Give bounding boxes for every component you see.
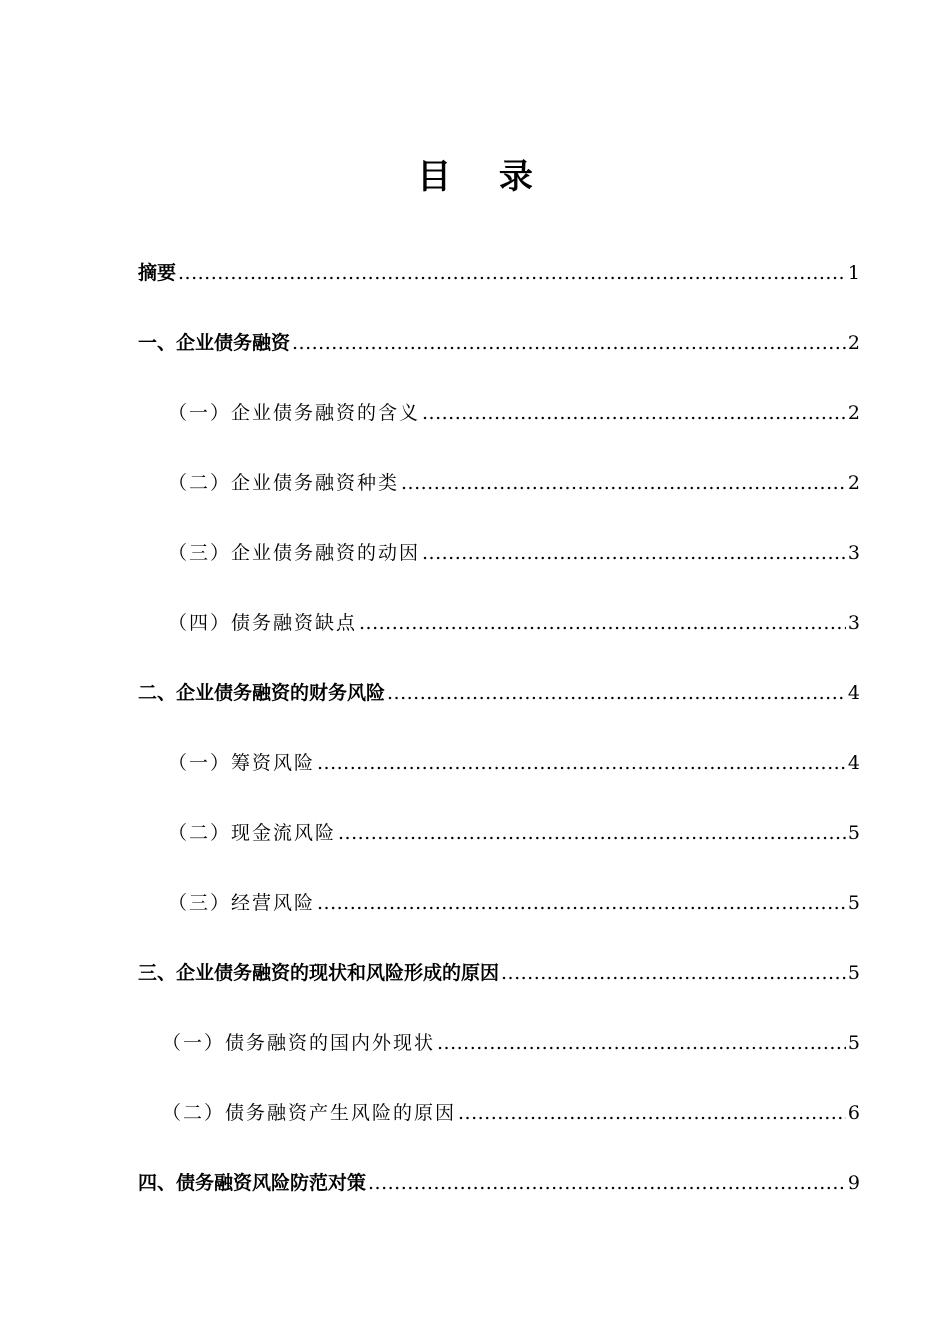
- toc-entry-chapter-4[interactable]: [138, 1148, 860, 1218]
- toc-leader-dots: [317, 750, 846, 776]
- toc-entry-label: 四、债务融资风险防范对策: [138, 1172, 367, 1194]
- toc-entry-label: （二）现金流风险: [168, 822, 337, 844]
- toc-entry-label: （二）企业债务融资种类: [168, 472, 400, 494]
- toc-leader-dots: [422, 400, 846, 426]
- toc-page-number: 5: [847, 1032, 860, 1054]
- toc-entry-section-1-1[interactable]: [138, 378, 860, 448]
- toc-entry-label: （二）债务融资产生风险的原因: [162, 1102, 457, 1124]
- page-title: 目 录: [417, 157, 551, 197]
- toc-entry-label: 一、企业债务融资: [138, 332, 291, 354]
- toc-page-number: 2: [847, 332, 860, 354]
- toc-page-number: 2: [847, 472, 860, 494]
- toc-entry-section-1-3[interactable]: [138, 518, 860, 588]
- toc-page-number: 5: [847, 822, 860, 844]
- toc-entry-label: 三、企业债务融资的现状和风险形成的原因: [138, 962, 500, 984]
- toc-page-number: 5: [847, 892, 860, 914]
- toc-entry-label: （一）企业债务融资的含义: [168, 402, 421, 424]
- toc-page-number: 9: [847, 1172, 860, 1194]
- toc-entry-section-3-1[interactable]: [138, 1008, 860, 1078]
- toc-entry-label: （一）筹资风险: [168, 752, 316, 774]
- toc-entry-label: （三）经营风险: [168, 892, 316, 914]
- toc-leader-dots: [359, 610, 846, 636]
- toc-leader-dots: [437, 1030, 846, 1056]
- toc-entry-section-2-3[interactable]: [138, 868, 860, 938]
- toc-entry-section-3-2[interactable]: [138, 1078, 860, 1148]
- toc-leader-dots: [422, 540, 846, 566]
- toc-entry-chapter-3[interactable]: [138, 938, 860, 1008]
- toc-entry-section-1-4[interactable]: [138, 588, 860, 658]
- toc-entry-chapter-1[interactable]: [138, 308, 860, 378]
- toc-page-number: 1: [847, 262, 860, 284]
- toc-entry-abstract[interactable]: [138, 238, 860, 308]
- toc-leader-dots: [387, 680, 846, 706]
- toc-entry-section-2-2[interactable]: [138, 798, 860, 868]
- table-of-contents: [138, 238, 860, 1218]
- toc-leader-dots: [317, 890, 846, 916]
- toc-entry-chapter-2[interactable]: [138, 658, 860, 728]
- toc-leader-dots: [338, 820, 846, 846]
- toc-entry-label: （三）企业债务融资的动因: [168, 542, 421, 564]
- toc-leader-dots: [501, 960, 846, 986]
- toc-leader-dots: [401, 470, 846, 496]
- toc-page-number: 5: [847, 962, 860, 984]
- toc-entry-section-2-1[interactable]: [138, 728, 860, 798]
- toc-page-number: 4: [847, 682, 860, 704]
- toc-leader-dots: [178, 260, 846, 286]
- toc-page-number: 3: [847, 542, 860, 564]
- toc-leader-dots: [368, 1170, 846, 1196]
- toc-page-number: 2: [847, 402, 860, 424]
- toc-entry-label: （四）债务融资缺点: [168, 612, 358, 634]
- toc-leader-dots: [292, 330, 846, 356]
- toc-entry-label: （一）债务融资的国内外现状: [162, 1032, 436, 1054]
- toc-entry-label: 二、企业债务融资的财务风险: [138, 682, 386, 704]
- toc-entry-label: 摘要: [138, 262, 177, 284]
- toc-leader-dots: [458, 1100, 846, 1126]
- toc-page-number: 3: [847, 612, 860, 634]
- toc-page-number: 6: [847, 1102, 860, 1124]
- toc-entry-section-1-2[interactable]: [138, 448, 860, 518]
- toc-page-number: 4: [847, 752, 860, 774]
